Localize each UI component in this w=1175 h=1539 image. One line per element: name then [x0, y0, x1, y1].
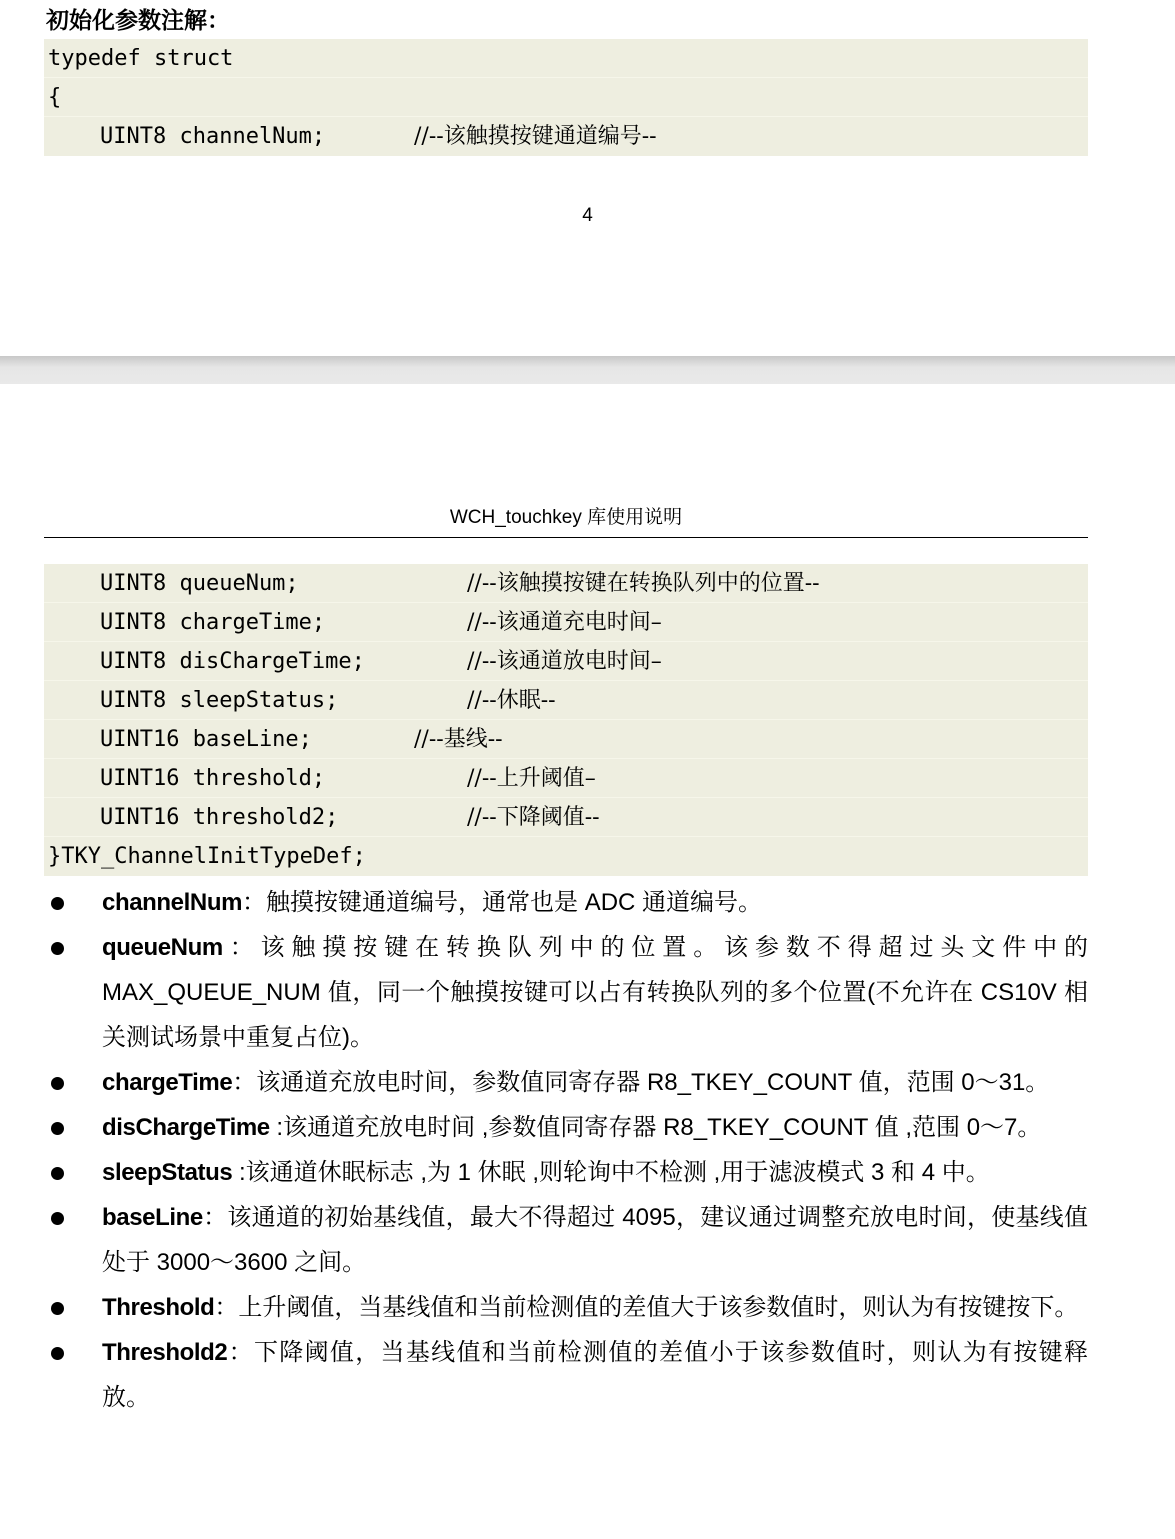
list-item: [44, 1285, 1088, 1330]
list-item: [44, 1195, 1088, 1285]
code-comment: //--该通道充电时间–: [467, 610, 662, 635]
param-description: :该通道休眠标志 ,为 1 休眠 ,则轮询中不检测 ,用于滤波模式 3 和 4 中。: [232, 1159, 990, 1186]
bullet-icon: [51, 1347, 64, 1360]
param-name: channelNum: [102, 889, 243, 916]
list-item: [44, 1330, 1088, 1420]
code-line: [44, 798, 1088, 837]
code-line: [44, 78, 1088, 117]
code-line: [44, 642, 1088, 681]
bullet-icon: [51, 1212, 64, 1225]
code-line: [44, 759, 1088, 798]
code-text: UINT8 queueNum;: [100, 571, 299, 596]
list-item: [44, 880, 1088, 925]
param-description: ：触摸按键通道编号，通常也是 ADC 通道编号。: [242, 889, 763, 916]
param-description: ：上升阈值，当基线值和当前检测值的差值大于该参数值时，则认为有按键按下。: [214, 1294, 1079, 1321]
param-description: ：下降阈值，当基线值和当前检测值的差值小于该参数值时，则认为有按键释放。: [102, 1339, 1088, 1411]
bullet-icon: [51, 1077, 64, 1090]
code-comment: //--该通道放电时间–: [467, 649, 662, 674]
code-comment: //--上升阈值–: [467, 766, 596, 791]
code-text: UINT8 sleepStatus;: [100, 688, 339, 713]
code-line: [44, 720, 1088, 759]
code-comment: //--该触摸按键通道编号--: [414, 124, 657, 149]
bullet-icon: [51, 942, 64, 955]
list-item: [44, 1150, 1088, 1195]
bullet-icon: [51, 897, 64, 910]
bullet-icon: [51, 1167, 64, 1180]
parameter-list: [44, 880, 1088, 1420]
param-description: ：该触摸按键在转换队列中的位置。该参数不得超过头文件中的 MAX_QUEUE_NUM 值，同一个触摸按键可以占有转换队列的多个位置(不允许在 CS10V 相关测试场景中重复占位)。: [102, 934, 1088, 1051]
list-item: [44, 1105, 1088, 1150]
param-name: Threshold: [102, 1294, 215, 1321]
code-text: UINT8 channelNum;: [100, 124, 326, 149]
code-comment: //--休眠--: [467, 688, 556, 713]
code-line: [44, 39, 1088, 78]
bullet-icon: [51, 1302, 64, 1315]
code-text: UINT16 threshold;: [100, 766, 326, 791]
code-block-top: [44, 39, 1088, 156]
code-comment: //--下降阈值--: [467, 805, 600, 830]
code-text: typedef struct: [48, 46, 234, 71]
code-text: UINT8 chargeTime;: [100, 610, 326, 635]
code-comment: //--该触摸按键在转换队列中的位置--: [467, 571, 820, 596]
param-name: disChargeTime: [102, 1114, 270, 1141]
page-top: [0, 0, 1175, 356]
list-item: [44, 1060, 1088, 1105]
param-name: baseLine: [102, 1204, 203, 1231]
section-heading: 初始化参数注解：: [46, 7, 230, 33]
param-description: :该通道充放电时间 ,参数值同寄存器 R8_TKEY_COUNT 值 ,范围 0～7。: [269, 1114, 1042, 1141]
page-separator: [0, 356, 1175, 384]
running-header: WCH_touchkey 库使用说明: [449, 507, 683, 528]
param-name: chargeTime: [102, 1069, 233, 1096]
param-description: ：该通道充放电时间，参数值同寄存器 R8_TKEY_COUNT 值，范围 0～31。: [232, 1069, 1050, 1096]
bullet-icon: [51, 1122, 64, 1135]
param-description: ：该通道的初始基线值，最大不得超过 4095，建议通过调整充放电时间，使基线值处于 3000～3600 之间。: [102, 1204, 1088, 1276]
list-item: [44, 925, 1088, 1060]
code-text: UINT8 disChargeTime;: [100, 649, 365, 674]
page-bottom: [0, 384, 1175, 1539]
header-rule: [44, 537, 1088, 538]
code-line: [44, 681, 1088, 720]
param-name: queueNum: [102, 934, 223, 961]
code-comment: //--基线--: [414, 727, 503, 752]
page-number: 4: [582, 205, 593, 226]
code-line: [44, 603, 1088, 642]
param-name: sleepStatus: [102, 1159, 233, 1186]
code-text: {: [48, 85, 62, 110]
code-block-bottom: [44, 564, 1088, 876]
code-text: }TKY_ChannelInitTypeDef;: [48, 844, 366, 869]
param-name: Threshold2: [102, 1339, 228, 1366]
code-line: [44, 837, 1088, 876]
code-line: [44, 117, 1088, 156]
code-text: UINT16 threshold2;: [100, 805, 339, 830]
code-text: UINT16 baseLine;: [100, 727, 312, 752]
code-line: [44, 564, 1088, 603]
